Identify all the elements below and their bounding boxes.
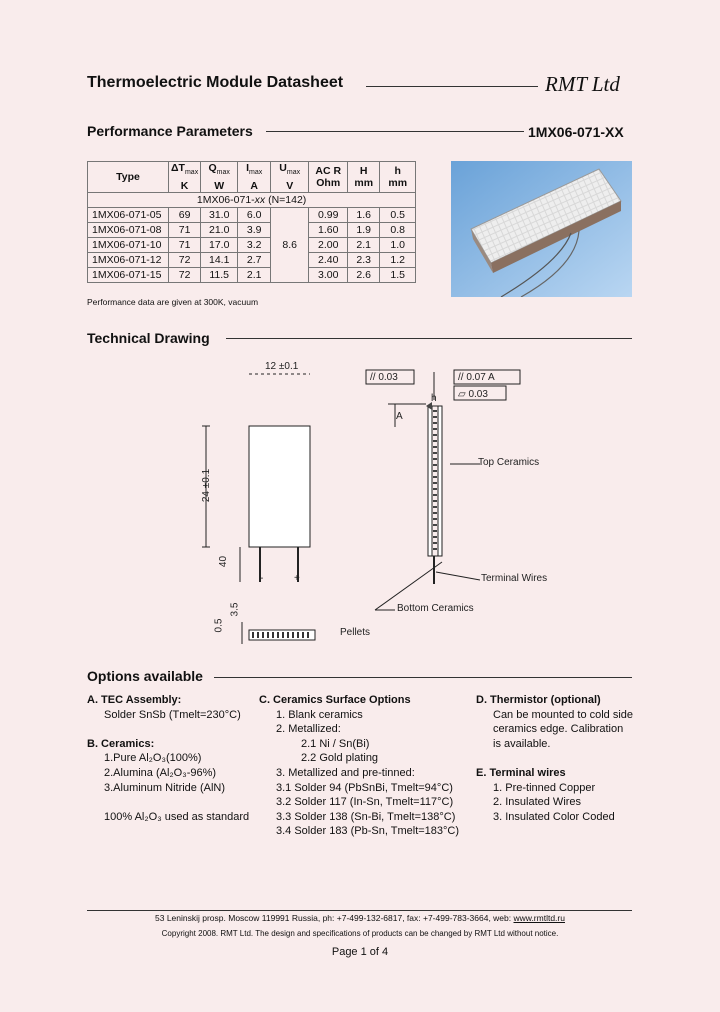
options-col-d: [476, 693, 666, 824]
wire-dimension: 40: [218, 555, 230, 568]
option-line: 3.2 Solder 117 (In-Sn, Tmelt=117°C): [276, 796, 454, 809]
umax-shared: 8.6: [271, 208, 309, 283]
module-photo: [451, 161, 632, 297]
col-type: Type: [88, 162, 169, 193]
pellets-label: Pellets: [340, 627, 371, 638]
drawing-heading: Technical Drawing: [87, 330, 210, 346]
footer-copyright: Copyright 2008. RMT Ltd. The design and specifications of products can be changed by RMT Ltd without notice.: [161, 929, 559, 938]
performance-heading: Performance Parameters: [87, 123, 253, 139]
page-title: Thermoelectric Module Datasheet: [87, 74, 344, 91]
page-number: Page 1 of 4: [331, 946, 389, 958]
option-line: is available.: [493, 737, 551, 750]
option-line: 1. Pre-tinned Copper: [493, 781, 596, 794]
performance-note: Performance data are given at 300K, vacuum: [87, 297, 259, 307]
option-line: [476, 751, 666, 766]
col-qmax: $Q_{max}$ W: [201, 162, 238, 193]
option-line: 3.1 Solder 94 (PbSnBi, Tmelt=94°C): [276, 781, 453, 794]
options-col-c: [259, 693, 474, 839]
option-line: 100% Al₂O₃ used as standard: [104, 810, 250, 823]
table-row: 1MX06-071-08 71 21.0 3.9 1.60 1.9 0.8: [88, 223, 416, 238]
option-line: 3.4 Solder 183 (Pb-Sn, Tmelt=183°C): [276, 825, 460, 838]
option-line: [87, 722, 257, 737]
footer-rule: [87, 910, 632, 911]
header-rule: [366, 86, 538, 87]
option-line: 2.Alumina (Al₂O₃-96%): [104, 766, 217, 779]
options-rule: [214, 677, 632, 678]
option-line: ceramics edge. Calibration: [493, 723, 624, 736]
dim-3-5: 3.5: [229, 602, 241, 617]
option-line: C. Ceramics Surface Options: [259, 694, 411, 706]
table-row: 1MX06-071-05 69 31.0 6.0 8.6 0.99 1.6 0.5: [88, 208, 416, 223]
website-link[interactable]: www.rmtltd.ru: [513, 913, 565, 923]
parallel-tolerance: // 0.07 A: [458, 372, 495, 383]
datum-label: A: [396, 411, 403, 422]
table-group-row: [88, 193, 416, 208]
bottom-ceramics-label: Bottom Ceramics: [397, 603, 474, 614]
option-line: Solder SnSb (Tmelt=230°C): [104, 708, 241, 721]
flatness-tolerance: // 0.03: [370, 372, 398, 383]
height-dimension: 24 ±0.1: [201, 468, 213, 503]
option-line: 1. Blank ceramics: [276, 708, 363, 721]
option-line: 2. Metallized:: [276, 723, 341, 736]
option-line: D. Thermistor (optional): [476, 694, 601, 706]
col-dtmax: $\Delta T_{max}$ K: [169, 162, 201, 193]
col-H: H mm: [348, 162, 380, 193]
option-line: 3. Insulated Color Coded: [493, 810, 615, 823]
h-label: h: [431, 393, 437, 404]
performance-rule: [266, 131, 524, 132]
option-line: 2.1 Ni / Sn(Bi): [301, 737, 370, 750]
options-heading: Options available: [87, 668, 203, 684]
table-row: 1MX06-071-12 72 14.1 2.7 2.40 2.3 1.2: [88, 253, 416, 268]
table-row: 1MX06-071-10 71 17.0 3.2 2.00 2.1 1.0: [88, 238, 416, 253]
option-line: A. TEC Assembly:: [87, 694, 182, 706]
table-header-row: [88, 162, 416, 193]
option-line: 2.2 Gold plating: [301, 752, 379, 765]
top-ceramics-label: Top Ceramics: [478, 457, 540, 468]
option-line: [87, 795, 257, 810]
col-imax: $I_{max}$ A: [238, 162, 271, 193]
minus-terminal: -: [260, 573, 264, 584]
col-acr: AC R Ohm: [309, 162, 348, 193]
terminal-wires-label: Terminal Wires: [481, 573, 548, 584]
dim-0-5: 0.5: [213, 618, 225, 633]
option-line: 3.Aluminum Nitride (AlN): [104, 781, 226, 794]
option-line: E. Terminal wires: [476, 766, 566, 779]
option-line: B. Ceramics:: [87, 737, 155, 750]
option-line: 3. Metallized and pre-tinned:: [276, 766, 415, 779]
footer-address: 53 Leninskij prosp. Moscow 119991 Russia, ph: +7-499-132-6817, fax: +7-499-783-3664, web: www.rmtltd.ru: [155, 913, 565, 923]
model-number: 1MX06-071-XX: [528, 124, 624, 140]
drawing-rule: [226, 338, 632, 339]
col-umax: $U_{max}$ V: [271, 162, 309, 193]
performance-table: [87, 161, 416, 283]
option-line: Can be mounted to cold side: [493, 708, 634, 721]
col-h: h mm: [380, 162, 416, 193]
options-col-a: [87, 693, 257, 824]
option-line: 2. Insulated Wires: [493, 796, 582, 809]
group-label: 1MX06-071-xx (N=142): [88, 193, 416, 208]
plus-terminal: +: [294, 573, 300, 584]
brand-logo: RMT Ltd: [545, 72, 620, 96]
option-line: 1.Pure Al₂O₃(100%): [104, 752, 202, 765]
option-line: 3.3 Solder 138 (Sn-Bi, Tmelt=138°C): [276, 810, 456, 823]
table-row: 1MX06-071-15 72 11.5 2.1 3.00 2.6 1.5: [88, 268, 416, 283]
width-dimension: 12 ±0.1: [265, 361, 299, 372]
flatness-tolerance-2: ▱ 0.03: [458, 389, 488, 400]
